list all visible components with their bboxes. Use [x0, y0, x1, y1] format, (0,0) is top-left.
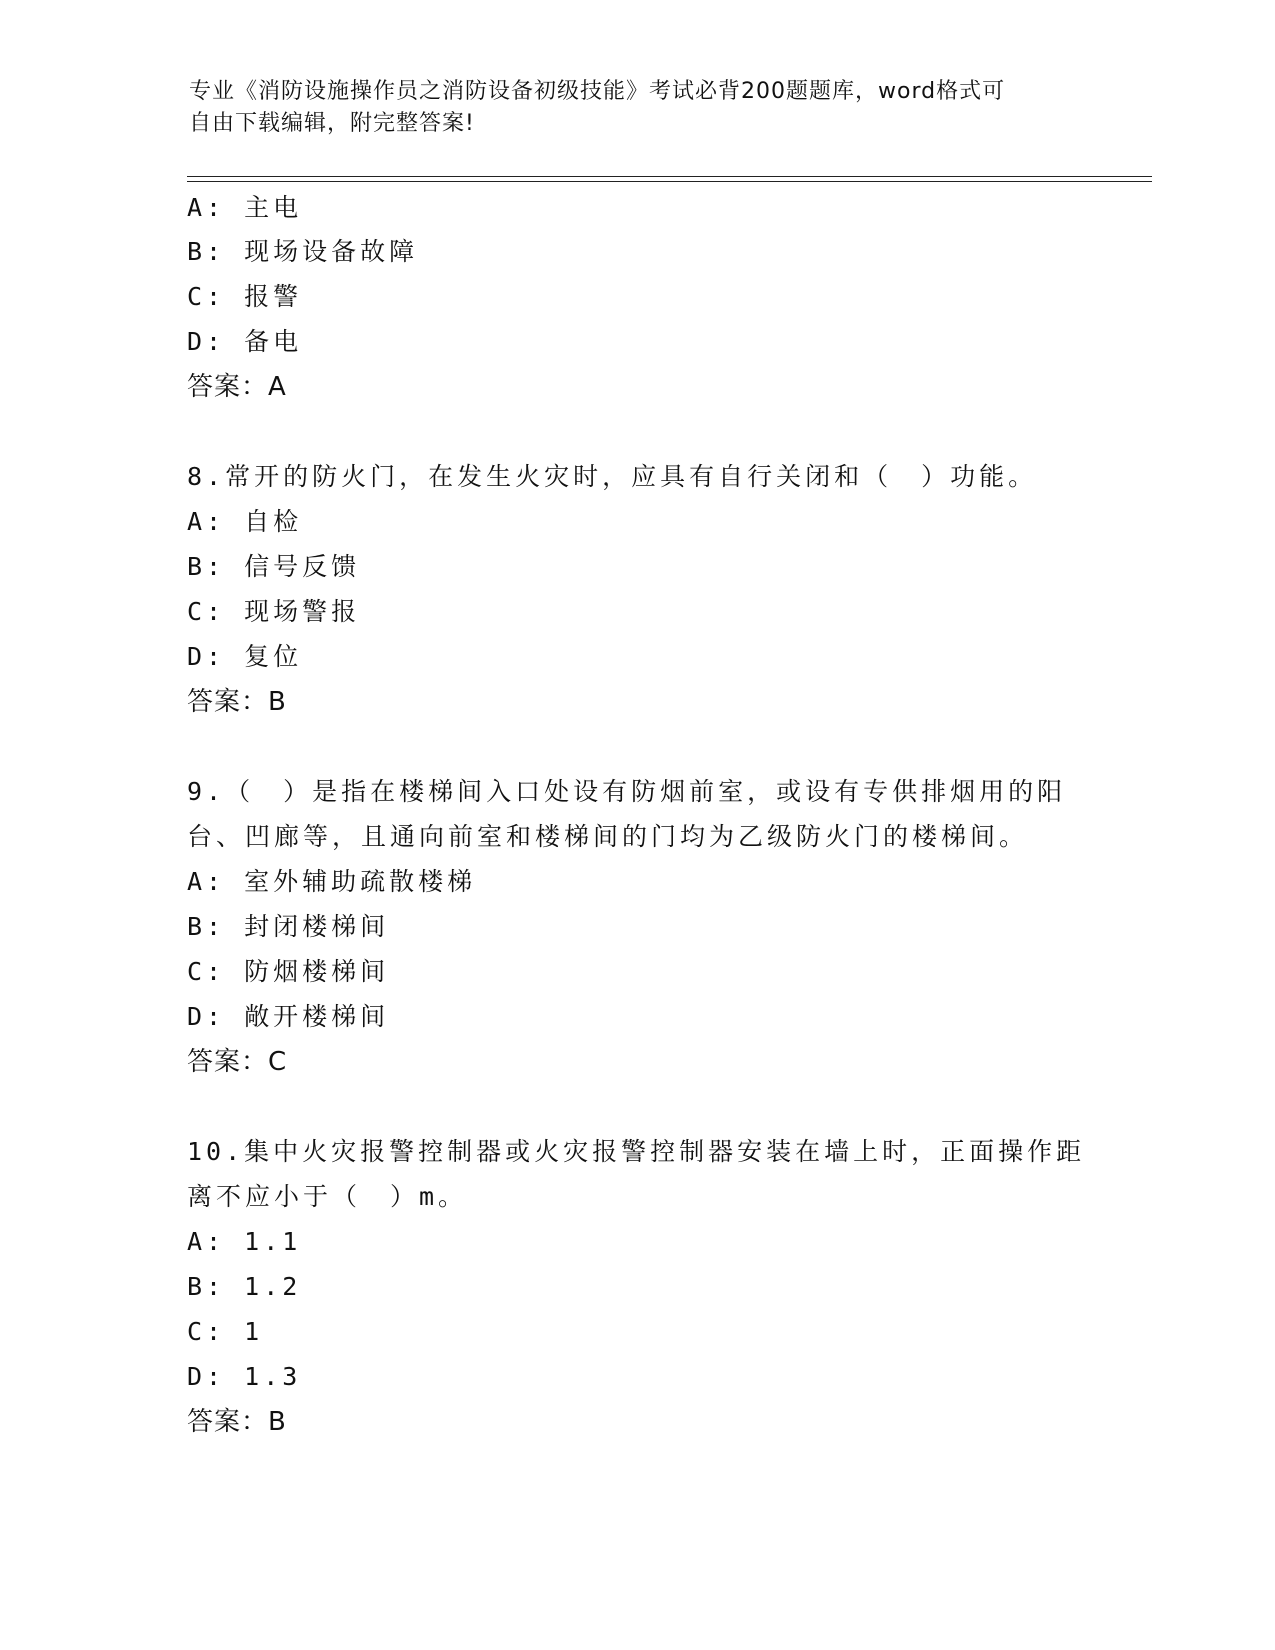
- q9-stem-line-2: 台、凹廊等，且通向前室和楼梯间的门均为乙级防火门的楼梯间。: [187, 822, 1029, 851]
- q9-option-d: D: 敞开楼梯间: [187, 1002, 390, 1031]
- q7-option-a: A: 主电: [187, 193, 303, 222]
- q10-stem-line-2: 离不应小于（ ）m。: [187, 1182, 468, 1211]
- header-line-2: 自由下载编辑，附完整答案!: [189, 111, 475, 136]
- q10-option-d: D: 1.3: [187, 1362, 302, 1391]
- q10-stem-line-1: 10.集中火灾报警控制器或火灾报警控制器安装在墙上时，正面操作距: [187, 1137, 1086, 1166]
- q7-option-c: C: 报警: [187, 282, 303, 311]
- q8-option-b: B: 信号反馈: [187, 552, 361, 581]
- q9-option-a: A: 室外辅助疏散楼梯: [187, 867, 477, 896]
- q7-option-d: D: 备电: [187, 327, 303, 356]
- q10-option-b: B: 1.2: [187, 1272, 302, 1301]
- q9-option-b: B: 封闭楼梯间: [187, 912, 390, 941]
- q10-option-c: C: 1: [187, 1317, 264, 1346]
- q9-option-c: C: 防烟楼梯间: [187, 957, 390, 986]
- q8-option-a: A: 自检: [187, 507, 303, 536]
- q9-answer: 答案：C: [187, 1047, 288, 1077]
- q10-option-a: A: 1.1: [187, 1227, 302, 1256]
- q8-option-d: D: 复位: [187, 642, 303, 671]
- header-divider-top: [187, 176, 1152, 177]
- q8-stem: 8.常开的防火门，在发生火灾时，应具有自行关闭和（ ）功能。: [187, 462, 1038, 491]
- q7-option-b: B: 现场设备故障: [187, 237, 419, 266]
- header-divider-bottom: [187, 181, 1152, 182]
- document-header: [189, 76, 1069, 140]
- q7-answer: 答案：A: [187, 372, 287, 402]
- q8-option-c: C: 现场警报: [187, 597, 361, 626]
- q9-stem-line-1: 9.（ ）是指在楼梯间入口处设有防烟前室，或设有专供排烟用的阳: [187, 777, 1067, 806]
- q8-answer: 答案：B: [187, 687, 287, 717]
- q10-answer: 答案：B: [187, 1407, 287, 1437]
- header-line-1: 专业《消防设施操作员之消防设备初级技能》考试必背200题题库，word格式可: [189, 79, 1006, 104]
